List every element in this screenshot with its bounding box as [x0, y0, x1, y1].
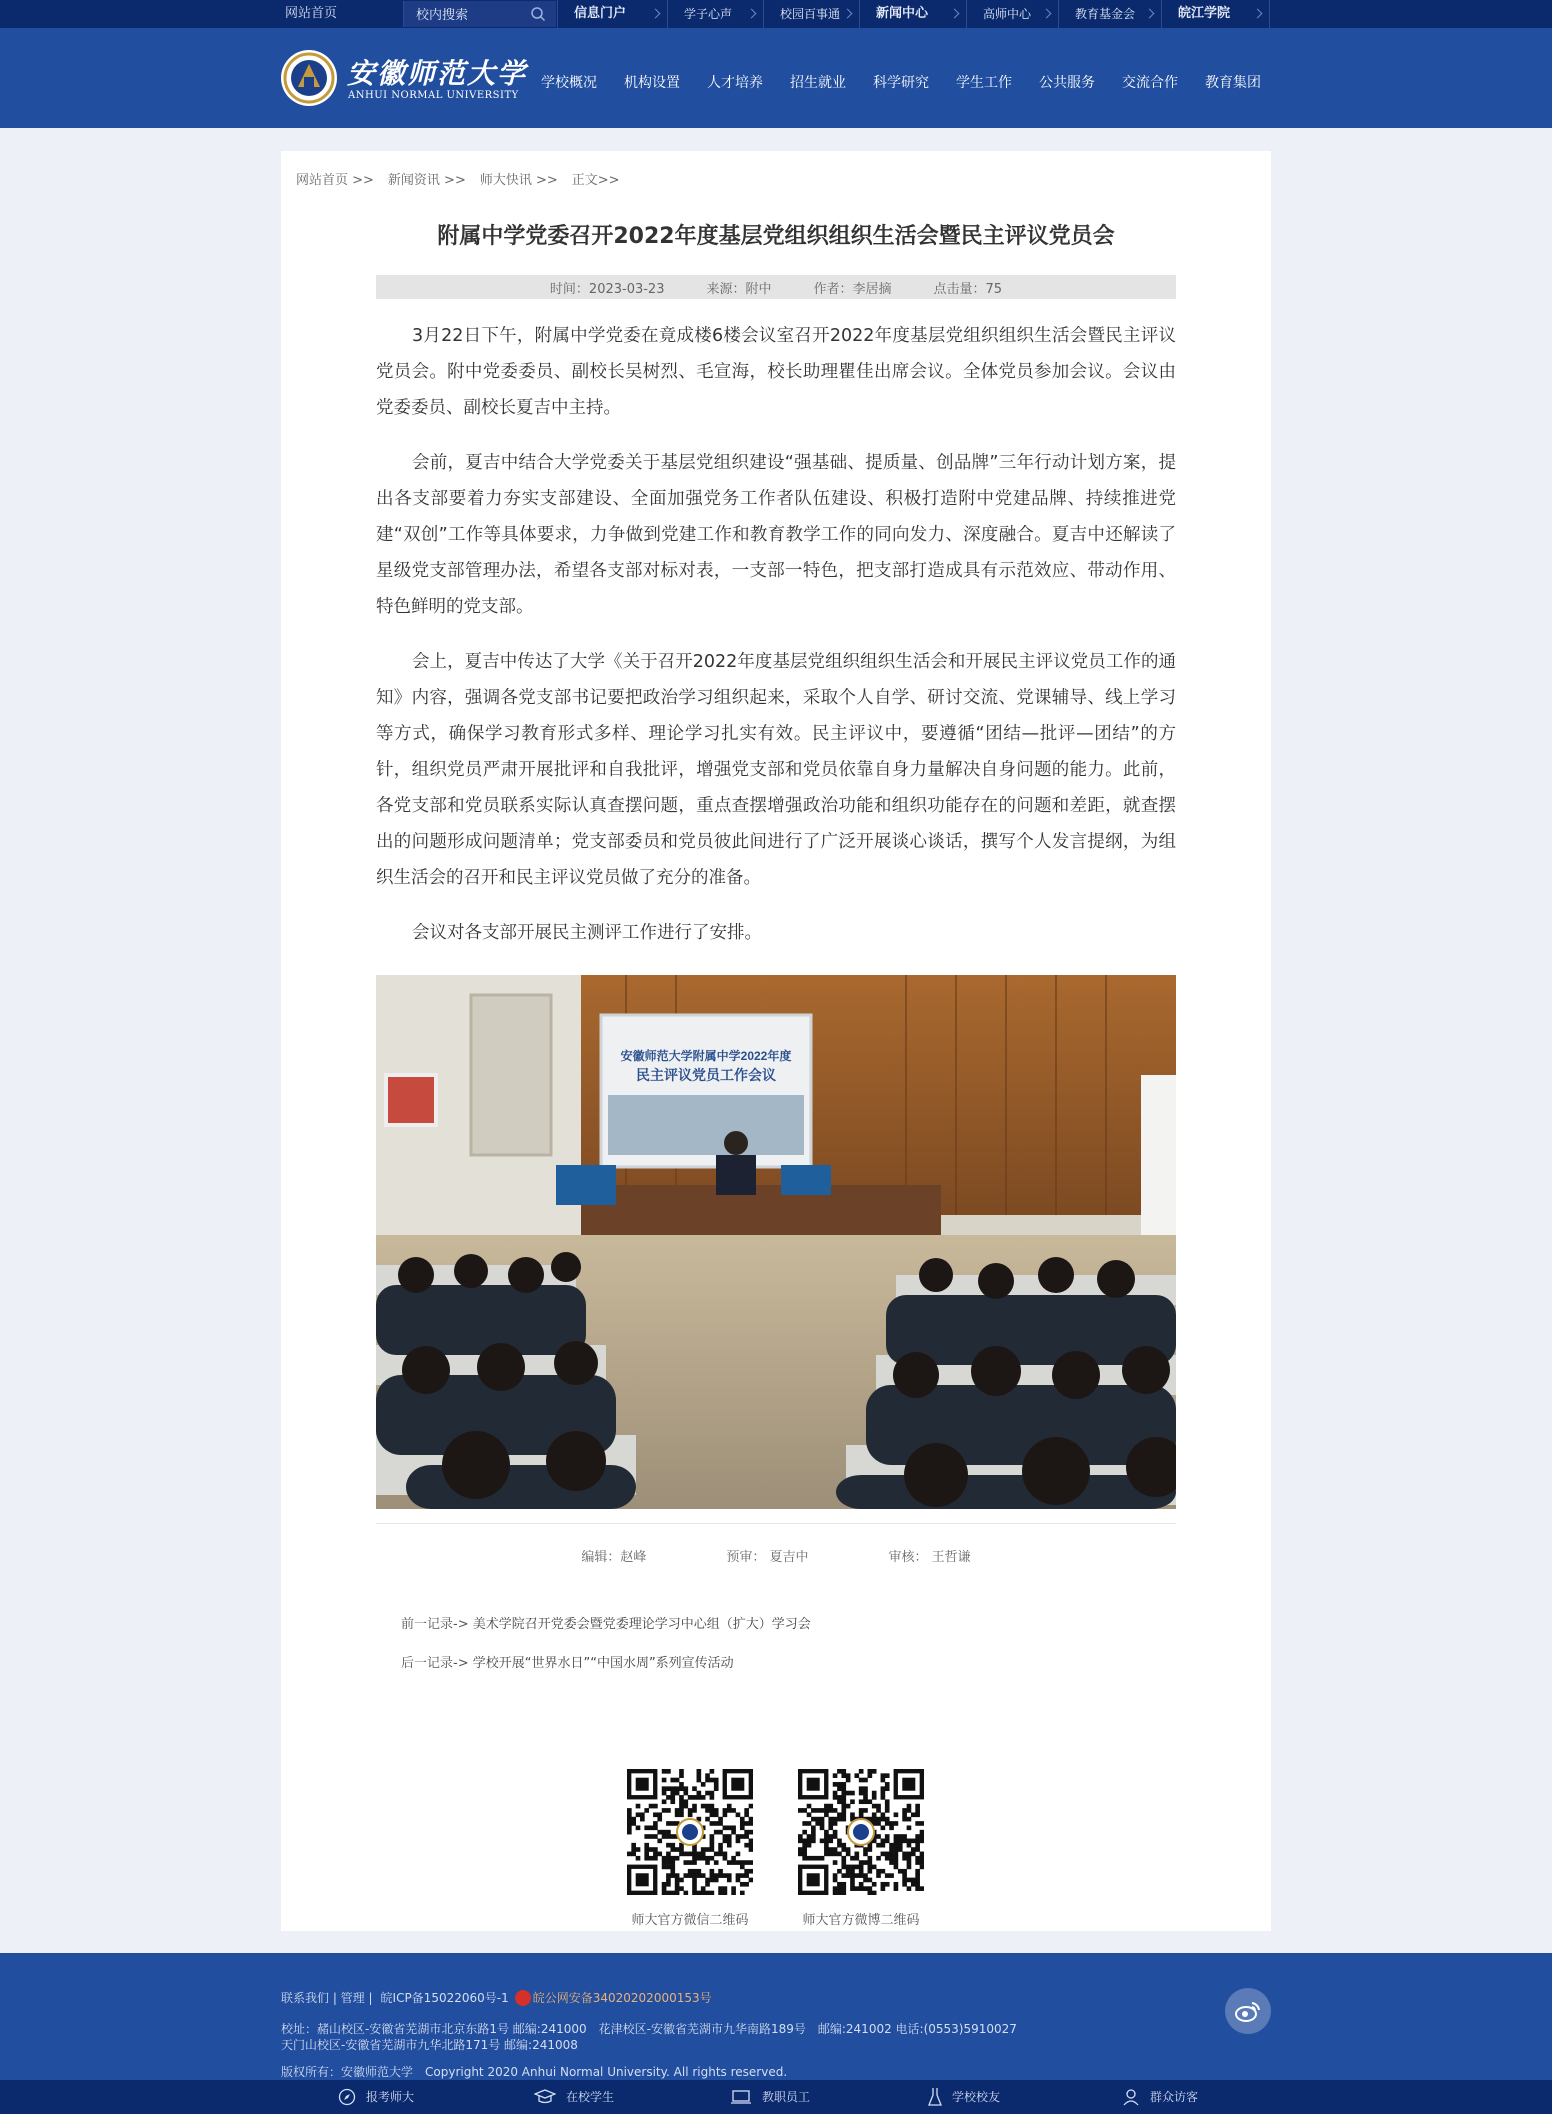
article-title: 附属中学党委召开2022年度基层党组织组织生活会暨民主评议党员会	[437, 224, 1115, 249]
meeting-photo	[376, 975, 1176, 1509]
university-name-en: ANHUI NORMAL UNIVERSITY	[348, 90, 519, 101]
police-badge-icon	[515, 1990, 531, 2006]
top-link-label: 新闻中心	[876, 6, 929, 21]
footer-address-line: 校址：赭山校区-安徽省芜湖市北京东路1号 邮编:241000 花津校区-安徽省芜湖市九华南路189号 邮编:241002 电话:(0553)5910027	[281, 2022, 1017, 2036]
footer-icp[interactable]: 皖ICP备15022060号-1	[380, 1991, 509, 2005]
article-paragraph: 会议对各支部开展民主测评工作进行了安排。	[412, 923, 762, 943]
chevron-right-icon	[1253, 9, 1263, 19]
chevron-right-icon	[1145, 9, 1155, 19]
top-link-news-center[interactable]	[859, 0, 966, 28]
next-record	[401, 1652, 734, 1671]
slide-line-2: 民主评议党员工作会议	[636, 1067, 776, 1083]
chevron-right-icon	[843, 9, 853, 19]
weibo-qr-code	[798, 1769, 924, 1895]
article-meta	[376, 275, 1176, 299]
nav-item-research[interactable]: 科学研究	[873, 75, 929, 91]
top-link-campus-guide[interactable]	[763, 0, 859, 28]
nav-item-public-service[interactable]: 公共服务	[1039, 75, 1095, 91]
meeting-photo-illustration	[376, 975, 1176, 1509]
quick-nav-label: 报考师大	[366, 2090, 415, 2104]
user-icon	[1122, 2088, 1140, 2106]
chevron-right-icon	[950, 9, 960, 19]
footer-copyright: 版权所有：安徽师范大学 Copyright 2020 Anhui Normal University. All rights reserved.	[281, 2065, 788, 2079]
nav-item-organization[interactable]: 机构设置	[624, 75, 680, 91]
nav-item-education-group[interactable]: 教育集团	[1205, 75, 1261, 91]
breadcrumb-news[interactable]: 新闻资讯 >>	[387, 173, 466, 188]
weibo-qr-caption: 师大官方微博二维码	[802, 1913, 920, 1928]
graduation-cap-icon	[534, 2088, 556, 2106]
top-link-label: 皖江学院	[1178, 6, 1231, 21]
weibo-qr-block	[798, 1769, 924, 1928]
meta-source: 来源：附中	[706, 281, 772, 297]
wechat-qr-code	[627, 1769, 753, 1895]
breadcrumb-express[interactable]: 师大快讯 >>	[479, 173, 558, 188]
editor-name: 编辑：赵峰	[581, 1550, 647, 1565]
footer-police-record[interactable]: 皖公网安备34020202000153号	[532, 1991, 712, 2005]
weibo-float-button[interactable]	[1225, 1988, 1271, 2034]
compass-icon	[338, 2088, 356, 2106]
breadcrumb	[296, 169, 634, 188]
bottom-quick-nav	[0, 2080, 1552, 2114]
nav-item-student-affairs[interactable]: 学生工作	[956, 75, 1012, 91]
flask-icon	[928, 2086, 942, 2108]
laptop-icon	[730, 2088, 752, 2106]
editor-info	[281, 1546, 1271, 1565]
quick-nav-label: 群众访客	[1150, 2090, 1199, 2104]
chevron-right-icon	[1042, 9, 1052, 19]
footer-address-line: 天门山校区-安徽省芜湖市九华北路171号 邮编:241008	[281, 2038, 578, 2052]
article-body	[376, 318, 1176, 970]
prev-record-link[interactable]: 美术学院召开党委会暨党委理论学习中心组（扩大）学习会	[472, 1617, 811, 1632]
search-input[interactable]	[404, 1, 538, 29]
reviewer-name: 审核： 王哲谦	[888, 1550, 971, 1565]
footer-address	[281, 2021, 1017, 2053]
wechat-qr-caption: 师大官方微信二维码	[631, 1913, 749, 1928]
top-link-label: 教育基金会	[1075, 7, 1136, 21]
top-link-teacher-center[interactable]	[966, 0, 1058, 28]
next-record-label: 后一记录->	[401, 1656, 469, 1671]
chevron-right-icon	[747, 9, 757, 19]
top-link-portal[interactable]	[557, 0, 667, 28]
site-footer	[0, 1953, 1552, 2080]
nav-item-admissions[interactable]: 招生就业	[790, 75, 846, 91]
top-link-student-voice[interactable]	[667, 0, 763, 28]
quick-nav-label: 在校学生	[566, 2090, 615, 2104]
article-paragraph: 会前，夏吉中结合大学党委关于基层党组织建设“强基础、提质量、创品牌”三年行动计划方案，提出各支部要着力夯实支部建设、全面加强党务工作者队伍建设、积极打造附中党建品牌、持续推进党建“双创”工作等具体要求，力争做到党建工作和教育教学工作的同向发力、深度融合。夏吉中还解读了星级党支部管理办法，希望各支部对标对表，一支部一特色，把支部打造成具有示范效应、带动作用、特色鲜明的党支部。	[376, 453, 1176, 617]
top-link-label: 信息门户	[574, 6, 627, 21]
quick-nav-applicants[interactable]	[338, 2080, 414, 2114]
footer-links-row	[281, 1989, 712, 2006]
quick-nav-staff[interactable]	[730, 2080, 810, 2114]
main-nav	[541, 28, 1288, 128]
university-seal-logo[interactable]	[280, 49, 338, 107]
prereviewer-name: 预审： 夏吉中	[726, 1550, 809, 1565]
article-paragraph: 3月22日下午，附属中学党委在竟成楼6楼会议室召开2022年度基层党组织组织生活会暨民主评议党员会。附中党委委员、副校长吴树烈、毛宣海，校长助理瞿佳出席会议。全体党员参加会议。会议由党委委员、副校长夏吉中主持。	[376, 326, 1176, 418]
article-divider	[376, 1523, 1176, 1524]
quick-nav-visitors[interactable]	[1122, 2080, 1198, 2114]
next-record-link[interactable]: 学校开展“世界水日”“中国水周”系列宣传活动	[472, 1656, 734, 1671]
footer-contact-links[interactable]: 联系我们 | 管理 |	[281, 1991, 373, 2005]
quick-nav-students[interactable]	[534, 2080, 614, 2114]
nav-item-cooperation[interactable]: 交流合作	[1122, 75, 1178, 91]
top-link-foundation[interactable]	[1058, 0, 1161, 28]
chevron-right-icon	[651, 9, 661, 19]
article-card	[281, 151, 1271, 1931]
nav-item-education[interactable]: 人才培养	[707, 75, 763, 91]
top-link-label: 高师中心	[983, 7, 1032, 21]
search-icon[interactable]	[530, 6, 546, 22]
meta-author: 作者：李居摘	[813, 281, 892, 297]
top-link-label: 校园百事通	[780, 7, 841, 21]
quick-nav-label: 教职员工	[762, 2090, 811, 2104]
breadcrumb-home[interactable]: 网站首页 >>	[296, 173, 374, 188]
quick-nav-alumni[interactable]	[928, 2080, 1000, 2114]
quick-nav-label: 学校校友	[952, 2090, 1001, 2104]
breadcrumb-article[interactable]: 正文>>	[571, 173, 620, 188]
top-link-label: 学子心声	[684, 7, 733, 21]
top-link-wanjiang-college[interactable]	[1161, 0, 1270, 28]
article-paragraph: 会上，夏吉中传达了大学《关于召开2022年度基层党组织组织生活会和开展民主评议党员工作的通知》内容，强调各党支部书记要把政治学习组织起来，采取个人自学、研讨交流、党课辅导、线上学习等方式，确保学习教育形式多样、理论学习扎实有效。民主评议中，要遵循“团结—批评—团结”的方针，组织党员严肃开展批评和自我批评，增强党支部和党员依靠自身力量解决自身问题的能力。此前，各党支部和党员联系实际认真查摆问题，重点查摆增强政治功能和组织功能存在的问题和差距，就查摆出的问题形成问题清单；党支部委员和党员彼此间进行了广泛开展谈心谈话，撰写个人发言提纲，为组织生活会的召开和民主评议党员做了充分的准备。	[376, 652, 1176, 888]
university-name-cn: 安徽师范大学	[347, 57, 528, 90]
top-utility-bar	[0, 0, 1552, 28]
wechat-qr-block	[627, 1769, 753, 1928]
weibo-icon	[1225, 1988, 1271, 2034]
prev-record-label: 前一记录->	[401, 1617, 469, 1632]
top-links	[557, 0, 1270, 28]
nav-item-overview[interactable]: 学校概况	[541, 75, 597, 91]
site-header	[0, 28, 1552, 128]
meta-views: 点击量：75	[933, 281, 1003, 297]
site-search	[403, 1, 556, 27]
slide-line-1: 安徽师范大学附属中学2022年度	[620, 1049, 792, 1063]
prev-record	[401, 1613, 811, 1632]
site-home-link[interactable]: 网站首页	[285, 6, 338, 21]
meta-time: 时间：2023-03-23	[549, 281, 665, 297]
